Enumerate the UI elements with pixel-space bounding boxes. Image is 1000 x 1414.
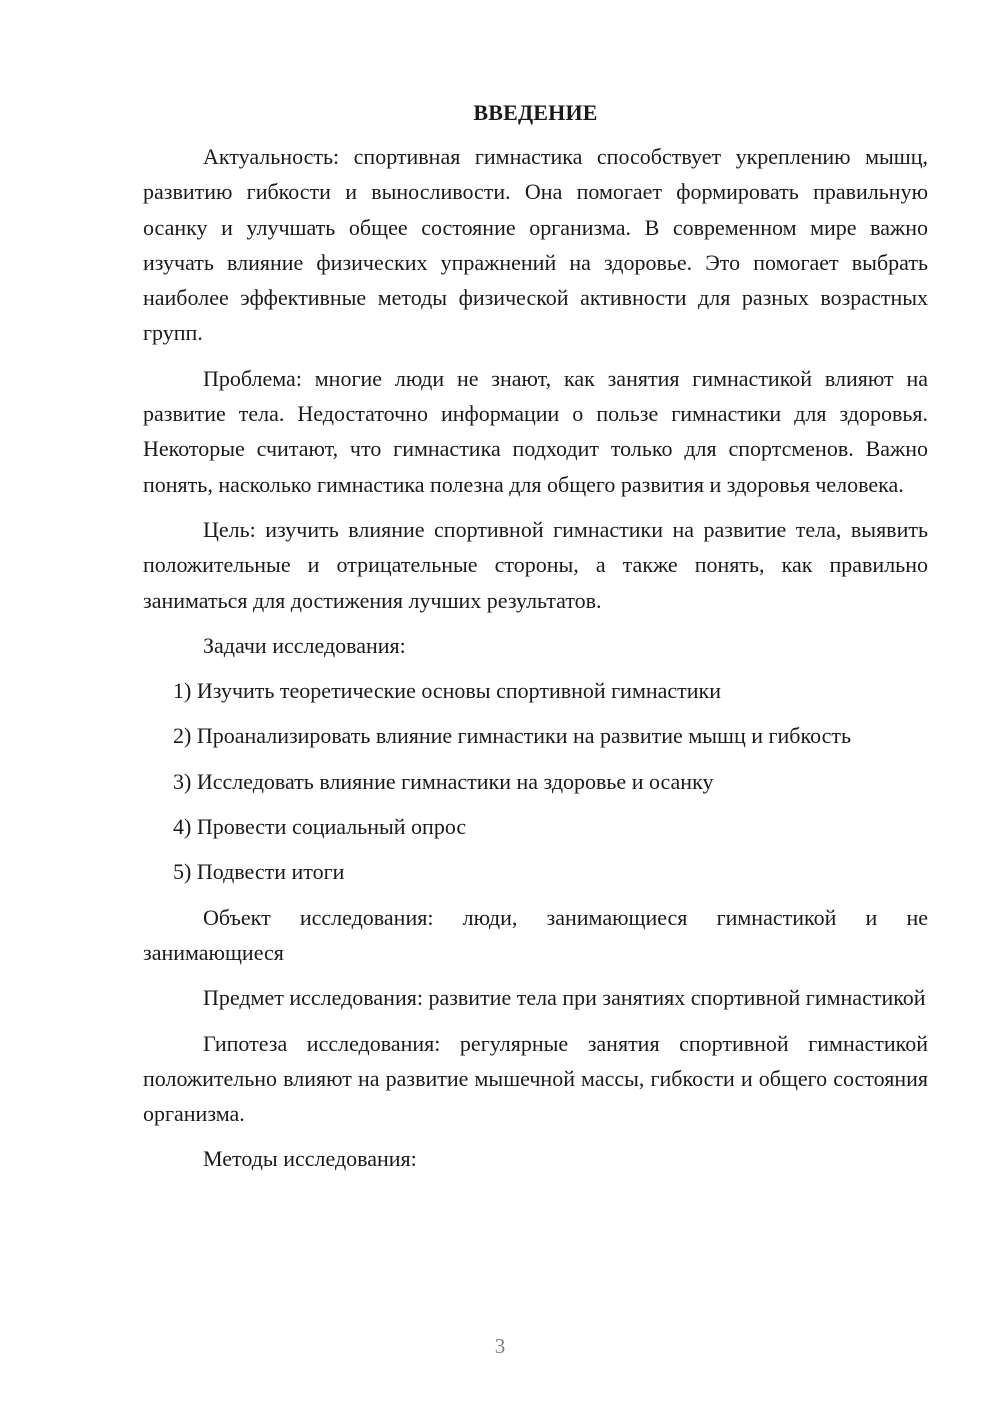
section-heading: ВВЕДЕНИЕ bbox=[473, 100, 598, 125]
subject-paragraph: Предмет исследования: развитие тела при занятиях спортивной гимнастикой bbox=[203, 985, 926, 1011]
task-item-4: 4) Провести социальный опрос bbox=[173, 814, 467, 840]
task-item-1: 1) Изучить теоретические основы спортивной гимнастики bbox=[173, 678, 722, 704]
page-number: 3 bbox=[494, 1334, 506, 1358]
hypothesis-paragraph: Гипотеза исследования: регулярные занятия спортивной гимнастикой положительно влияют на развитие мышечной массы, гибкости и общего состояния организма. bbox=[143, 1030, 928, 1127]
task-item-2: 2) Проанализировать влияние гимнастики на развитие мышц и гибкость bbox=[173, 723, 852, 749]
relevance-paragraph: Актуальность: спортивная гимнастика способствует укреплению мышц, развитию гибкости и выносливости. Она помогает формировать правильную осанку и улучшать общее состояние организма. В современном мире важно изучать влияние физических упражнений на здоровье. Это помогает выбрать наиболее эффективные методы физической активности для разных возрастных групп. bbox=[143, 144, 928, 346]
goal-paragraph: Цель: изучить влияние спортивной гимнастики на развитие тела, выявить положительные и отрицательные стороны, а также понять, как правильно заниматься для достижения лучших результатов. bbox=[143, 516, 928, 613]
task-item-3: 3) Исследовать влияние гимнастики на здоровье и осанку bbox=[173, 768, 714, 794]
task-item-5: 5) Подвести итоги bbox=[173, 859, 345, 885]
page-content bbox=[143, 95, 928, 1187]
methods-title: Методы исследования: bbox=[203, 1146, 417, 1172]
tasks-title: Задачи исследования: bbox=[203, 632, 406, 658]
problem-paragraph: Проблема: многие люди не знают, как занятия гимнастикой влияют на развитие тела. Недостаточно информации о пользе гимнастики для здоровья. Некоторые считают, что гимнастика подходит только для спортсменов. Важно понять, насколько гимнастика полезна для общего развития и здоровья человека. bbox=[143, 365, 928, 497]
object-paragraph: Объект исследования: люди, занимающиеся гимнастикой и не занимающиеся bbox=[143, 904, 928, 965]
